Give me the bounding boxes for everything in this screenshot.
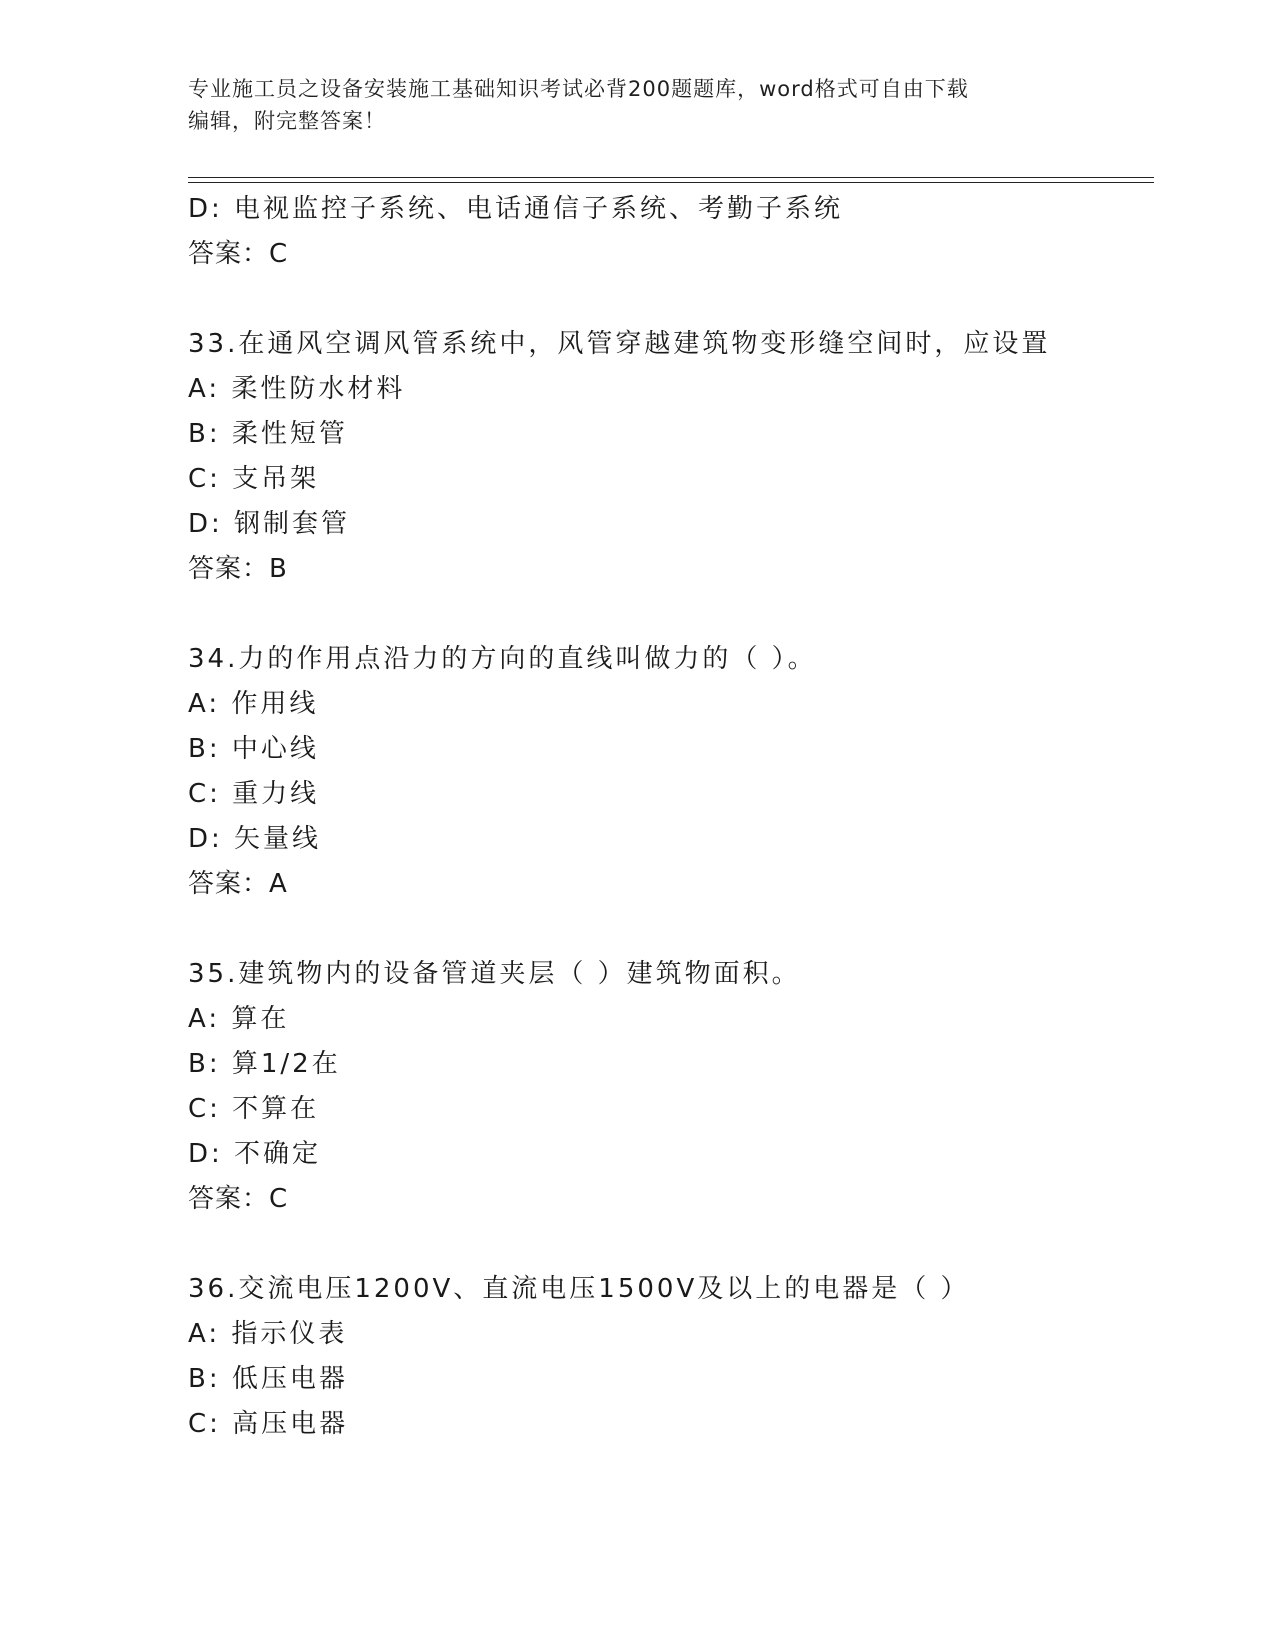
question-35-answer: 答案：C: [188, 1184, 289, 1214]
question-35-option-b: B: 算1/2在: [188, 1049, 341, 1079]
question-34-option-b: B: 中心线: [188, 734, 319, 764]
question-32-option-d: D: 电视监控子系统、电话通信子系统、考勤子系统: [188, 194, 844, 224]
header-divider-bottom: [188, 182, 1154, 183]
question-36-option-c: C: 高压电器: [188, 1409, 349, 1439]
question-33-option-d: D: 钢制套管: [188, 509, 351, 539]
question-36-option-a: A: 指示仪表: [188, 1319, 348, 1349]
question-34-answer: 答案：A: [188, 869, 288, 899]
question-35-option-a: A: 算在: [188, 1004, 290, 1034]
question-34-option-d: D: 矢量线: [188, 824, 322, 854]
question-32-answer: 答案：C: [188, 239, 289, 269]
question-35-option-d: D: 不确定: [188, 1139, 322, 1169]
header-divider-top: [188, 177, 1154, 178]
question-36-option-b: B: 低压电器: [188, 1364, 348, 1394]
question-35-stem: 35.建筑物内的设备管道夹层（ ）建筑物面积。: [188, 959, 801, 989]
question-36-stem: 36.交流电压1200V、直流电压1500V及以上的电器是（ ）: [188, 1274, 970, 1304]
question-35-option-c: C: 不算在: [188, 1094, 320, 1124]
question-33-option-a: A: 柔性防水材料: [188, 374, 406, 404]
question-34-option-c: C: 重力线: [188, 779, 320, 809]
question-33-stem: 33.在通风空调风管系统中，风管穿越建筑物变形缝空间时，应设置: [188, 329, 1051, 359]
question-33-answer: 答案：B: [188, 554, 288, 584]
question-34-option-a: A: 作用线: [188, 689, 319, 719]
header-line-2: 编辑，附完整答案！: [188, 109, 386, 133]
document-header: [188, 73, 1088, 137]
question-34-stem: 34.力的作用点沿力的方向的直线叫做力的（ ）。: [188, 644, 817, 674]
header-line-1: 专业施工员之设备安装施工基础知识考试必背200题题库，word格式可自由下载: [188, 77, 969, 101]
question-33-option-b: B: 柔性短管: [188, 419, 348, 449]
question-33-option-c: C: 支吊架: [188, 464, 320, 494]
